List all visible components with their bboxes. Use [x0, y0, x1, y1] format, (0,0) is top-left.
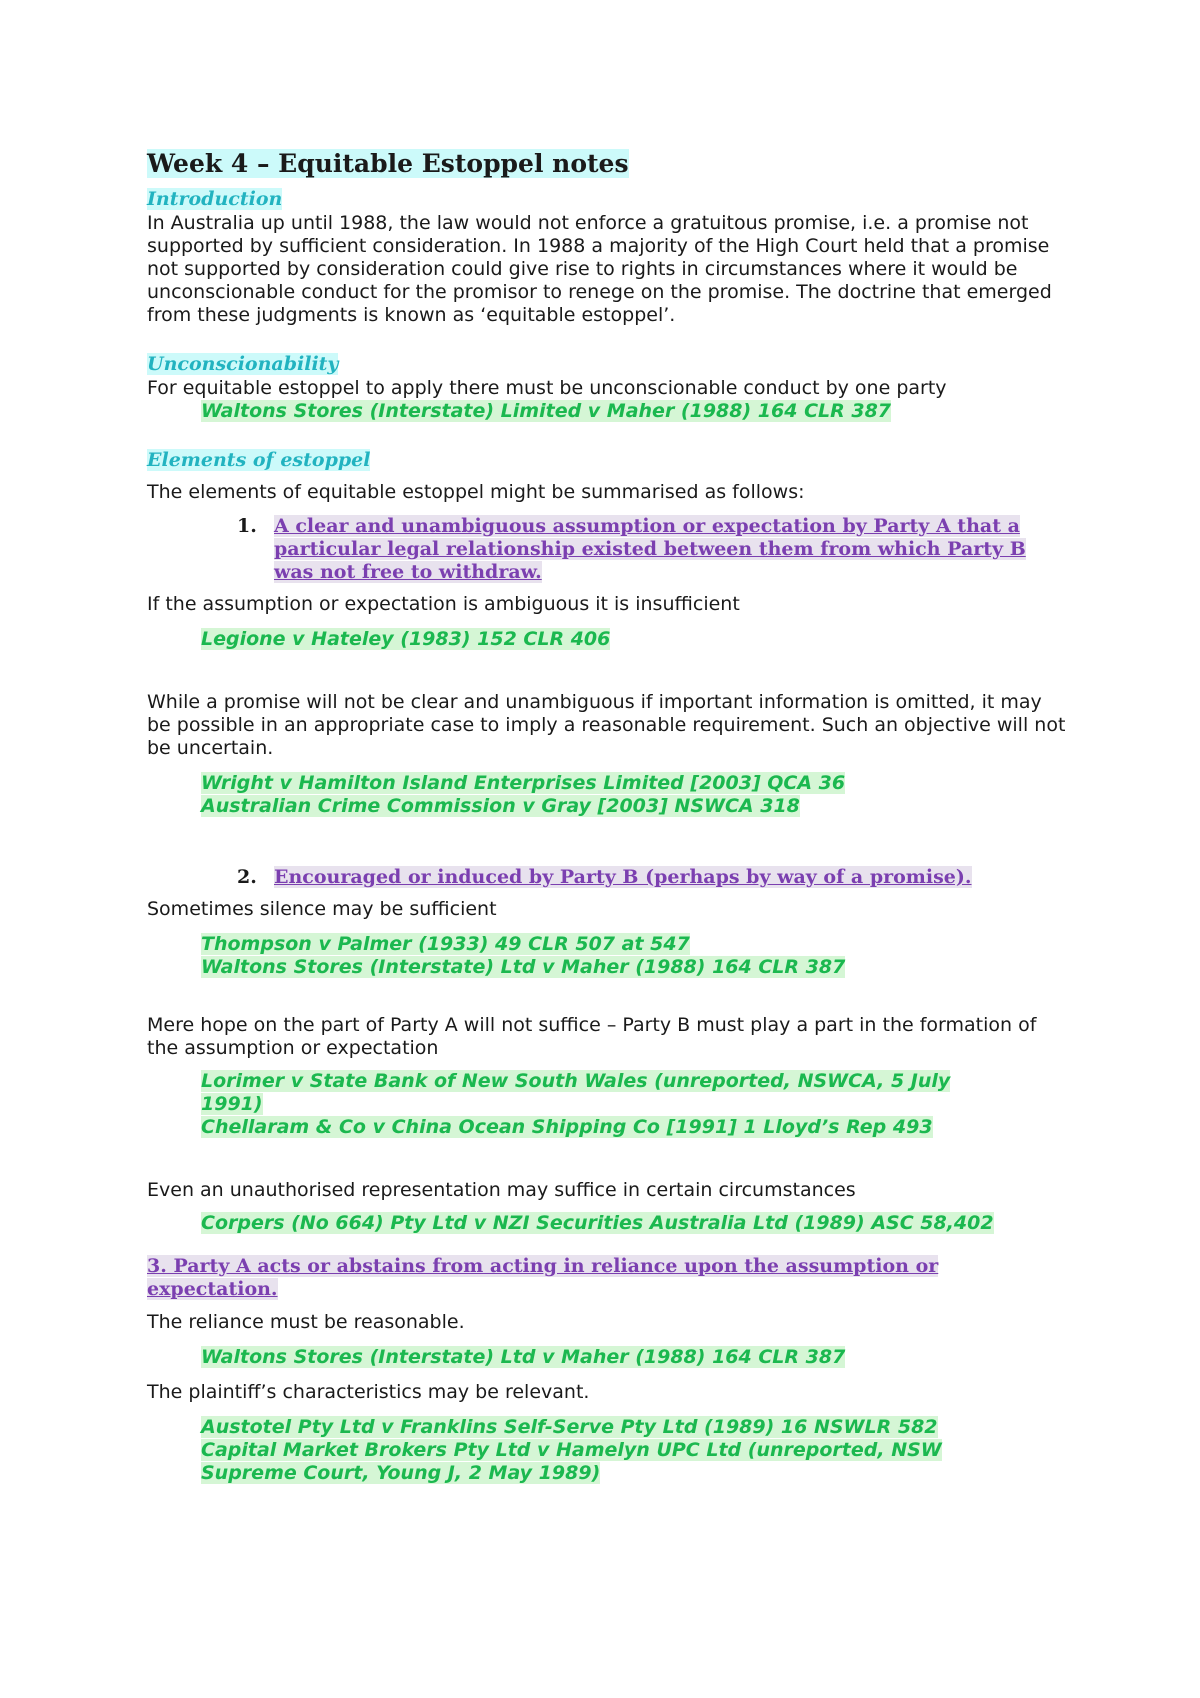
case-citation: Austotel Pty Ltd v Franklins Self-Serve Pty Ltd (1989) 16 NSWLR 582	[201, 1416, 938, 1438]
case-citation: Thompson v Palmer (1933) 49 CLR 507 at 547	[201, 933, 690, 955]
unconscionability-heading: Unconscionability	[147, 353, 339, 375]
element-2-note-1: Sometimes silence may be sufficient	[147, 898, 497, 920]
element-2-note-3: Even an unauthorised representation may suffice in certain circumstances	[147, 1179, 856, 1201]
unconscionability-paragraph: For equitable estoppel to apply there must be unconscionable conduct by one party	[147, 377, 947, 399]
case-citation: Capital Market Brokers Pty Ltd v Hamelyn UPC Ltd (unreported, NSW Supreme Court, Young J, 2 May 1989)	[201, 1439, 942, 1484]
intro-paragraph: In Australia up until 1988, the law would not enforce a gratuitous promise, i.e. a promise not supported by sufficient consideration. In 1988 a majority of the High Court held that a promise not supported by consideration could give rise to rights in circumstances where it would be unconscionable conduct for the promisor to renege on the promise. The doctrine that emerged from these judgments is known as ‘equitable estoppel’.	[147, 212, 1052, 326]
case-citation: Waltons Stores (Interstate) Ltd v Maher (1988) 164 CLR 387	[201, 956, 846, 978]
element-1-text: A clear and unambiguous assumption or expectation by Party A that a particular legal relationship existed between them from which Party B was not free to withdraw.	[274, 515, 1026, 583]
title-text: Week 4 – Equitable Estoppel notes	[147, 149, 629, 178]
element-2-text: Encouraged or induced by Party B (perhaps by way of a promise).	[274, 866, 972, 888]
element-2	[147, 866, 1067, 889]
element-3-note-2: The plaintiff’s characteristics may be relevant.	[147, 1381, 590, 1403]
element-3-text: 3. Party A acts or abstains from acting in reliance upon the assumption or expectation.	[147, 1255, 939, 1300]
case-citation: Australian Crime Commission v Gray [2003] NSWCA 318	[201, 795, 800, 817]
element-2-number: 2.	[237, 866, 257, 888]
case-citation: Waltons Stores (Interstate) Ltd v Maher (1988) 164 CLR 387	[201, 1346, 846, 1368]
element-2-note-2: Mere hope on the part of Party A will not suffice – Party B must play a part in the formation of the assumption or expectation	[147, 1014, 1037, 1059]
intro-heading: Introduction	[147, 188, 283, 210]
case-citation: Waltons Stores (Interstate) Limited v Maher (1988) 164 CLR 387	[201, 400, 892, 422]
page-title	[147, 148, 1067, 180]
element-1-note-2: While a promise will not be clear and unambiguous if important information is omitted, it may be possible in an appropriate case to imply a reasonable requirement. Such an objective will not be uncertain.	[147, 691, 1066, 759]
element-1-number: 1.	[237, 515, 257, 537]
case-citation: Wright v Hamilton Island Enterprises Limited [2003] QCA 36	[201, 772, 846, 794]
case-citation: Lorimer v State Bank of New South Wales (unreported, NSWCA, 5 July 1991)	[201, 1070, 951, 1115]
case-citation: Corpers (No 664) Pty Ltd v NZI Securities Australia Ltd (1989) ASC 58,402	[201, 1212, 994, 1234]
element-3-note-1: The reliance must be reasonable.	[147, 1311, 465, 1333]
elements-heading: Elements of estoppel	[147, 449, 371, 471]
element-1	[147, 515, 1067, 584]
elements-intro: The elements of equitable estoppel might be summarised as follows:	[147, 481, 805, 503]
element-1-note-1: If the assumption or expectation is ambiguous it is insufficient	[147, 593, 740, 615]
case-citation: Chellaram & Co v China Ocean Shipping Co [1991] 1 Lloyd’s Rep 493	[201, 1116, 933, 1138]
document-page	[147, 148, 1067, 1485]
case-citation: Legione v Hateley (1983) 152 CLR 406	[201, 628, 611, 650]
